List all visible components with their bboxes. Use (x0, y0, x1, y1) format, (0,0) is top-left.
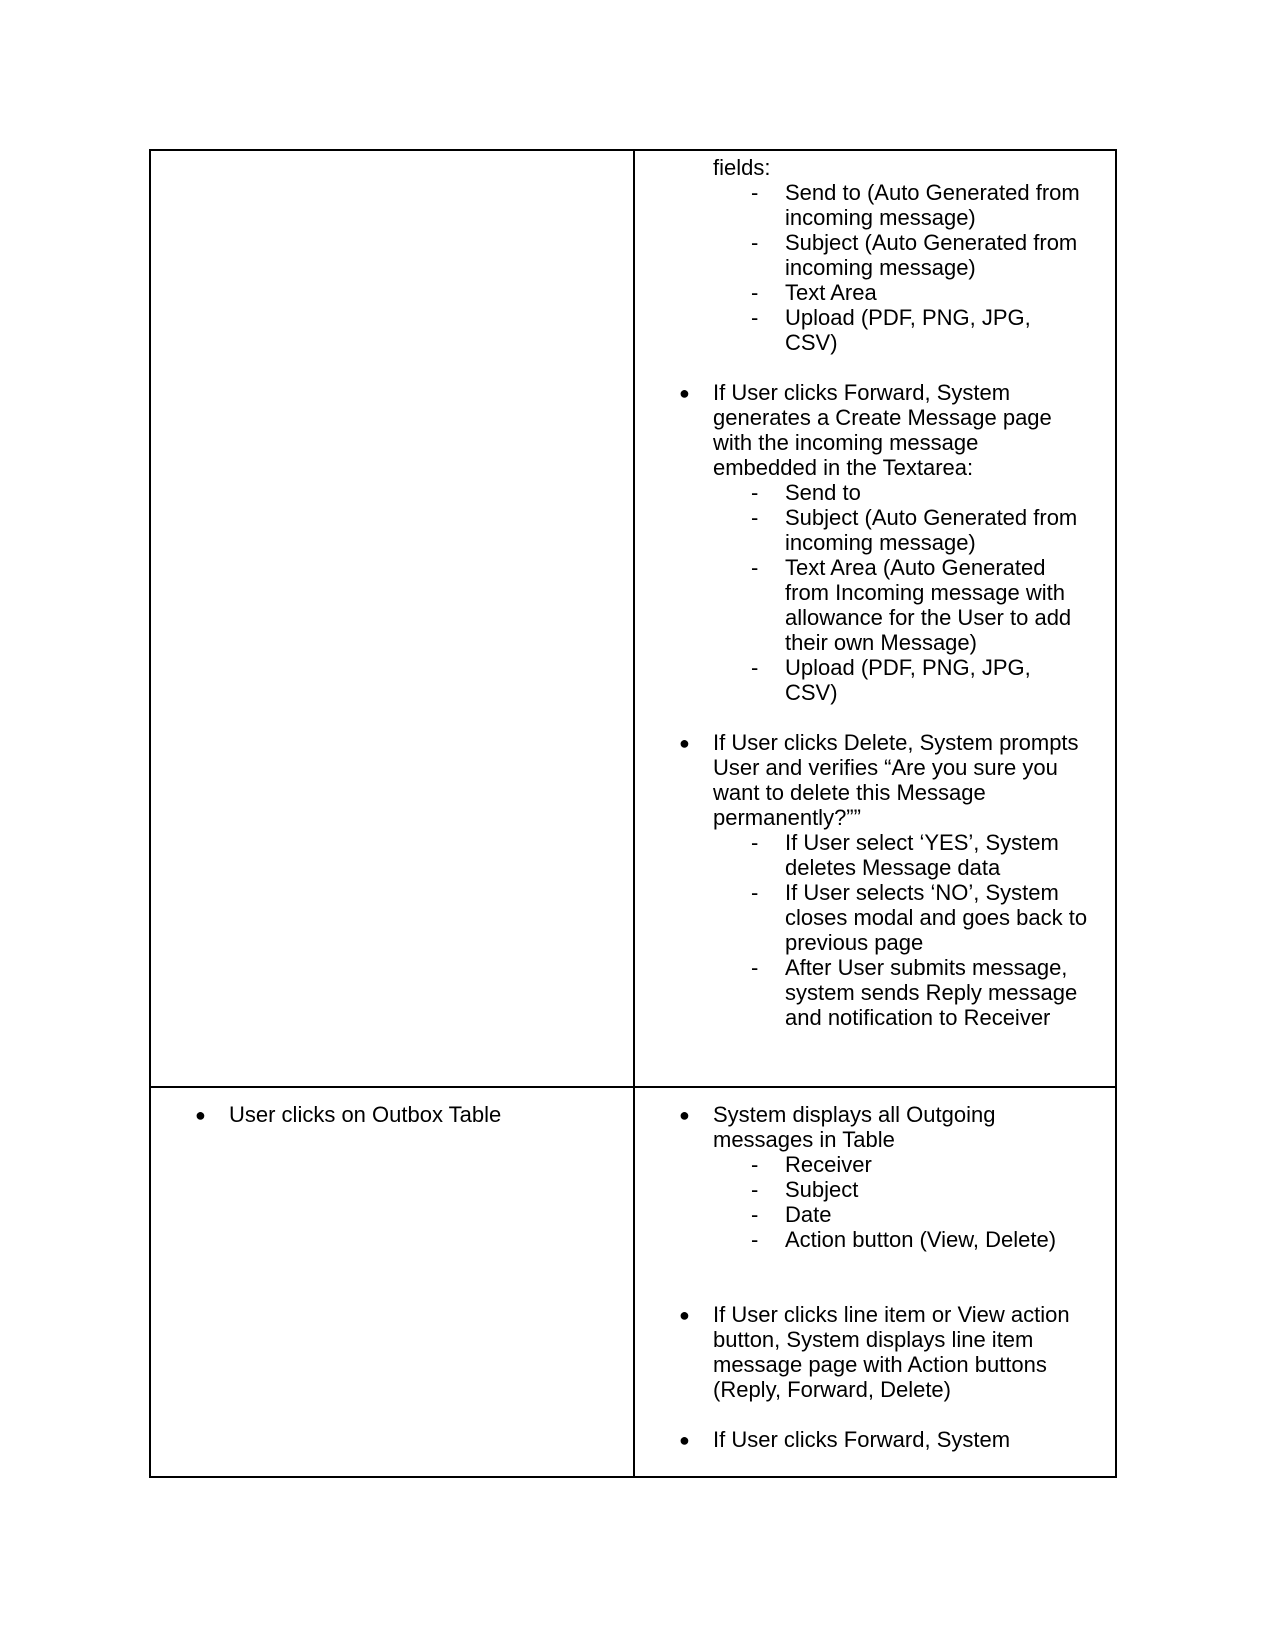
field-item: If User select ‘YES’, System (785, 830, 1059, 855)
field-item: Subject (785, 1177, 859, 1202)
field-item: Date (785, 1202, 832, 1227)
field-item: CSV) (785, 330, 838, 355)
fields-intro: fields: (713, 155, 771, 180)
bullet-text: want to delete this Message (713, 780, 986, 805)
bullet-text: If User clicks Delete, System prompts (713, 730, 1079, 755)
bullet-text: message page with Action buttons (713, 1352, 1047, 1377)
bullet-text: System displays all Outgoing (713, 1102, 996, 1127)
field-item: Text Area (785, 280, 877, 305)
field-item: Send to (Auto Generated from (785, 180, 1080, 205)
field-item: from Incoming message with (785, 580, 1065, 605)
system-response-cell (635, 1088, 1115, 1476)
user-action-cell (151, 1088, 635, 1476)
dash-glyph: - (751, 655, 759, 680)
field-item: and notification to Receiver (785, 1005, 1051, 1030)
field-item: allowance for the User to add (785, 605, 1072, 630)
dash-glyph: - (751, 480, 759, 505)
bullet-text: permanently?”” (713, 805, 861, 830)
bullet-text: with the incoming message (713, 430, 979, 455)
field-item: their own Message) (785, 630, 977, 655)
field-item: closes modal and goes back to (785, 905, 1088, 930)
bullet-icon: ● (679, 1305, 690, 1325)
user-action-cell (151, 151, 635, 1086)
bullet-text: If User clicks Forward, System (713, 380, 1011, 405)
dash-glyph: - (751, 180, 759, 205)
dash-glyph: - (751, 230, 759, 255)
field-item: Send to (785, 480, 861, 505)
field-item: After User submits message, (785, 955, 1068, 980)
dash-glyph: - (751, 1202, 759, 1227)
bullet-icon: ● (195, 1105, 206, 1125)
table-row (151, 151, 1115, 1088)
field-item: Text Area (Auto Generated (785, 555, 1046, 580)
system-response-cell (635, 151, 1115, 1086)
field-item: incoming message) (785, 205, 976, 230)
field-item: incoming message) (785, 530, 976, 555)
bullet-text: If User clicks Forward, System (713, 1427, 1011, 1452)
requirements-table (149, 149, 1117, 1478)
bullet-text: button, System displays line item (713, 1327, 1034, 1352)
field-item: If User selects ‘NO’, System (785, 880, 1059, 905)
field-item: system sends Reply message (785, 980, 1078, 1005)
field-item: previous page (785, 930, 924, 955)
field-item: Upload (PDF, PNG, JPG, (785, 655, 1031, 680)
bullet-icon: ● (679, 1105, 690, 1125)
bullet-icon: ● (679, 733, 690, 753)
bullet-text: User clicks on Outbox Table (229, 1102, 502, 1127)
field-item: CSV) (785, 680, 838, 705)
dash-glyph: - (751, 1152, 759, 1177)
bullet-text: User and verifies “Are you sure you (713, 755, 1058, 780)
dash-glyph: - (751, 830, 759, 855)
bullet-text: messages in Table (713, 1127, 895, 1152)
field-item: Subject (Auto Generated from (785, 505, 1078, 530)
dash-glyph: - (751, 555, 759, 580)
field-item: Action button (View, Delete) (785, 1227, 1057, 1252)
dash-glyph: - (751, 1227, 759, 1252)
dash-glyph: - (751, 280, 759, 305)
bullet-text: generates a Create Message page (713, 405, 1052, 430)
bullet-text: If User clicks line item or View action (713, 1302, 1070, 1327)
bullet-icon: ● (679, 383, 690, 403)
table-row (151, 1088, 1115, 1476)
field-item: Subject (Auto Generated from (785, 230, 1078, 255)
field-item: Receiver (785, 1152, 872, 1177)
bullet-icon: ● (679, 1430, 690, 1450)
field-item: deletes Message data (785, 855, 1001, 880)
dash-glyph: - (751, 505, 759, 530)
bullet-text: embedded in the Textarea: (713, 455, 974, 480)
bullet-text: (Reply, Forward, Delete) (713, 1377, 951, 1402)
field-item: Upload (PDF, PNG, JPG, (785, 305, 1031, 330)
dash-glyph: - (751, 1177, 759, 1202)
dash-glyph: - (751, 955, 759, 980)
field-item: incoming message) (785, 255, 976, 280)
dash-glyph: - (751, 880, 759, 905)
dash-glyph: - (751, 305, 759, 330)
